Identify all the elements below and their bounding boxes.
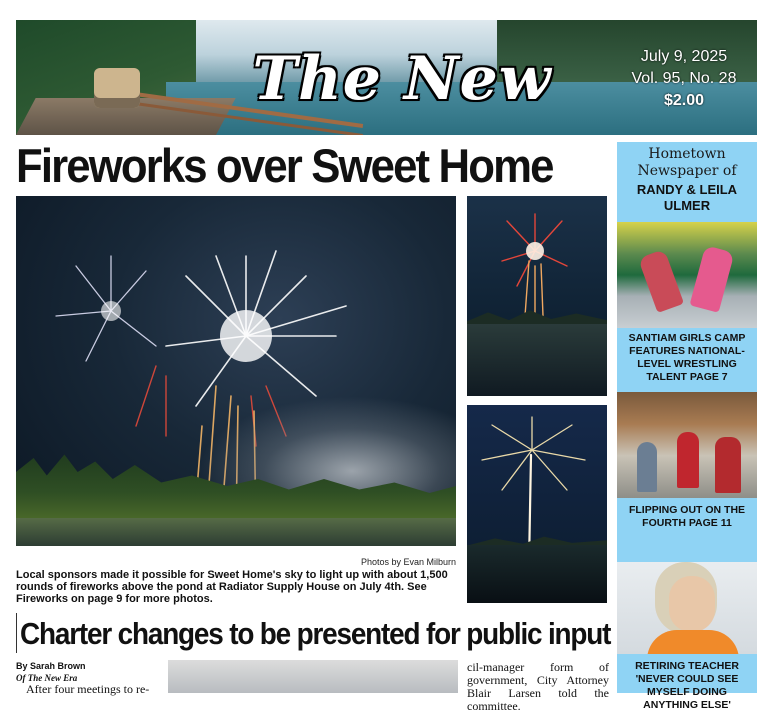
sidebar-teaser-teacher[interactable]: RETIRING TEACHER 'NEVER COULD SEE MYSELF DOING ANYTHING ELSE' [635,660,739,711]
teacher-face [669,576,715,632]
log-truck [94,68,140,108]
wrestling-photo [617,222,757,328]
sidebar-hometown-line: Hometown Newspaper of [637,146,737,179]
teacher-photo [617,562,757,654]
masthead [16,20,757,135]
issue-volume: Vol. 95, No. 28 [631,70,737,87]
pond-reflection [467,545,607,603]
issue-price: $2.00 [663,92,705,109]
fireworks-main-photo [16,196,456,546]
wrestler-right [689,245,734,313]
teacher-shirt [647,630,739,654]
fireworks-photo-right-top [467,196,607,396]
sidebar [617,142,757,711]
sidebar-teaser-flipping[interactable]: FLIPPING OUT ON THE FOURTH PAGE 11 [628,504,746,529]
person-figure [677,432,699,488]
article-photo [168,660,458,693]
photo-caption: Local sponsors made it possible for Sweet Home's sky to light up with about 1,500 rounds of fireworks above the pond at Radiator Supply House on July 4th. See Fireworks on page 9 for more photos. [16,569,448,605]
newspaper-title: The New [252,44,552,114]
issue-date: July 9, 2025 [640,48,728,65]
issue-info [629,46,739,112]
pond-reflection [467,324,607,396]
byline-author: By Sarah Brown [16,661,86,671]
sidebar-teaser-wrestling[interactable]: SANTIAM GIRLS CAMP FEATURES NATIONAL-LEVEL WRESTLING TALENT PAGE 7 [628,332,746,383]
person-figure [715,437,741,493]
pancake-breakfast-photo [617,392,757,498]
byline [16,660,86,684]
wrestler-left [638,249,684,313]
photo-credit: Photos by Evan Milburn [360,557,456,567]
fireworks-photo-right-bottom [467,405,607,603]
byline-org: Of The New Era [16,673,78,683]
lead-headline: Fireworks over Sweet Home [16,139,553,192]
headline-rule [16,613,17,653]
person-figure [637,442,657,492]
article-body-start: After four meetings to re- [26,682,150,696]
pond-reflection [16,518,456,546]
article-body-continued: cil-manager form of government, City Attorney Blair Larsen told the committee. [467,660,609,713]
second-headline: Charter changes to be presented for public input [20,616,611,651]
sidebar-names: RANDY & LEILA ULMER [636,182,738,213]
